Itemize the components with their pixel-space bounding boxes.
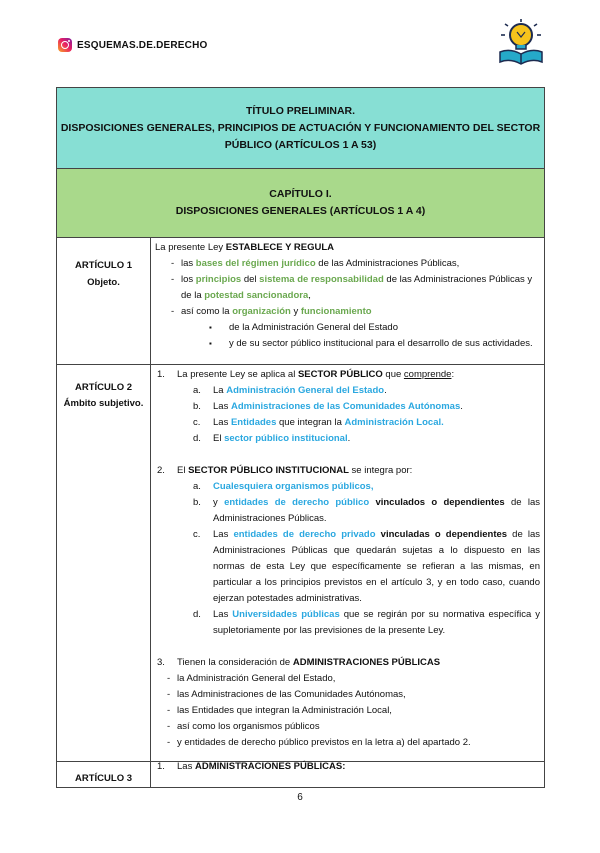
chapter-line-2: DISPOSICIONES GENERALES (ARTÍCULOS 1 A 4) <box>175 205 426 217</box>
chapter-box <box>56 169 545 238</box>
article-1-content: La presente Ley ESTABLECE Y REGULA - las bases del régimen jurídico de las Administraciones Públicas, - los principios del sistema de responsabilidad de las Administraciones Públicas y de la potestad sancionadora, - así como la organización y funcionamiento ▪ de la Administración General del Estado ▪ y de su sector público institucional para el desarrollo de sus actividades. <box>155 242 533 349</box>
article-2-content: 1. La presente Ley se aplica al SECTOR PÚBLICO que comprende: a. La Administración General del Estado. b. Las Administraciones de las Comunidades Autónomas. c. Las Entidades que integran la Administración Local. d. El sector público institucional. 2. El SECTOR PÚBLICO INSTITUCIONAL se integra por: a. Cualesquiera organismos públicos, b. y entidades de derecho público vinculados o dependientes de las Administraciones Públicas. c. Las entidades de derecho privado vinculadas o dependientes de las Administraciones Públicas que quedarán sujetas a lo dispuesto en las normas de esta Ley que específicamente se refieran a las mismas, en particular a los principios previstos en el artículo 3, y en todo caso, cuando ejerzan potestades administrativas. d. Las Universidades públicas que se regirán por su normativa específica y supletoriamente por las previsiones de la presente Ley. 3. Tienen la consideración de ADMINISTRACIONES PÚBLICAS - la Administración General del Estado, - las Administraciones de las Comunidades Autónomas, - las Entidades que integran la Administración Local, - así como los organismos públicos - y entidades de derecho público previstos en la letra a) del apartado 2. <box>157 369 541 748</box>
instagram-icon <box>58 38 72 52</box>
article-1-row <box>56 238 545 365</box>
header-brand <box>58 38 208 52</box>
article-1-label: ARTÍCULO 1 <box>75 260 132 271</box>
article-1-label-cell <box>57 238 151 364</box>
lightbulb-book-logo <box>496 18 546 68</box>
title-line-3: PÚBLICO (ARTÍCULOS 1 A 53) <box>224 138 377 151</box>
article-2-subtitle: Ámbito subjetivo. <box>63 398 144 409</box>
article-2-row <box>56 365 545 762</box>
title-line-2: DISPOSICIONES GENERALES, PRINCIPIOS DE ACTUACIÓN Y FUNCIONAMIENTO DEL SECTOR <box>60 121 541 134</box>
brand-name: ESQUEMAS.DE.DERECHO <box>77 39 208 51</box>
article-1-subtitle: Objeto. <box>87 277 120 288</box>
title-preliminar-box <box>56 87 545 169</box>
article-3-row <box>56 762 545 788</box>
article-3-content: 1. Las ADMINISTRACIONES PÚBLICAS: <box>157 761 346 772</box>
chapter-line-1: CAPÍTULO I. <box>269 188 332 200</box>
article-3-label: ARTÍCULO 3 <box>75 773 132 784</box>
title-line-1: TÍTULO PRELIMINAR. <box>245 104 356 117</box>
article-2-label-cell <box>57 365 151 761</box>
page-number: 6 <box>297 792 303 803</box>
article-2-label: ARTÍCULO 2 <box>75 382 132 393</box>
